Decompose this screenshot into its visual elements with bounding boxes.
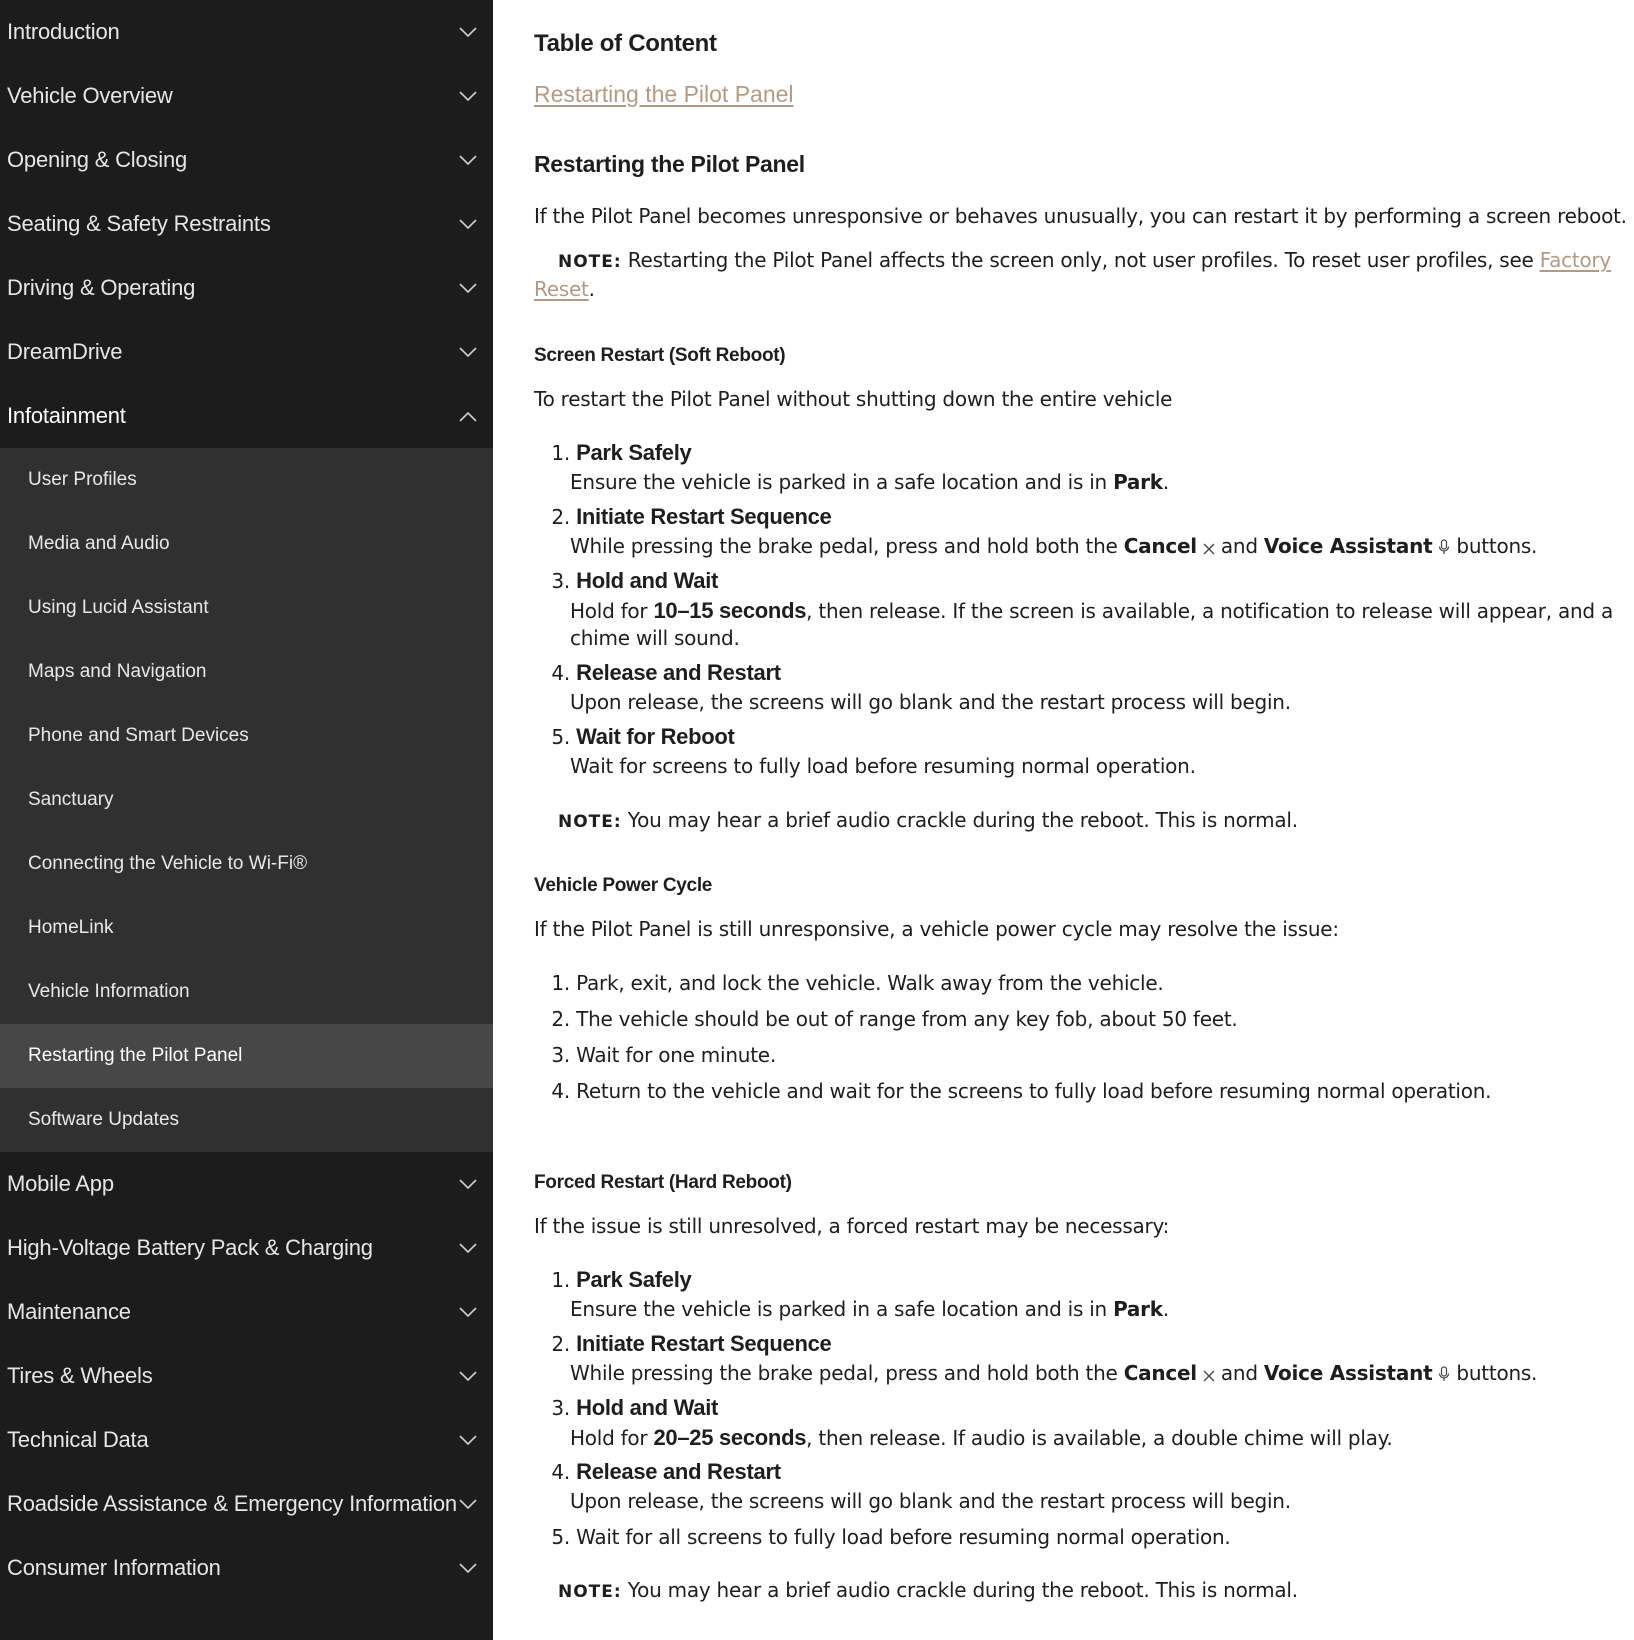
- list-item: [534, 660, 781, 686]
- nav-seating-safety[interactable]: [0, 192, 493, 256]
- step-text: Upon release, the screens will go blank and the restart process will begin.: [570, 1489, 1291, 1513]
- subnav-sanctuary[interactable]: Sanctuary: [28, 789, 114, 810]
- chevron-down-icon: [457, 85, 479, 107]
- soft-reboot-heading: Screen Restart (Soft Reboot): [534, 345, 786, 366]
- nav-label: Vehicle Overview: [7, 83, 173, 108]
- nav-consumer-information[interactable]: [0, 1536, 493, 1600]
- note-end: .: [588, 277, 595, 301]
- step-text-cont: chime will sound.: [570, 626, 740, 650]
- list-number: 4.: [551, 661, 570, 685]
- list-item: [534, 1459, 781, 1485]
- close-icon: [1203, 1363, 1215, 1387]
- step-text-part: Ensure the vehicle is parked in a safe location and is in: [570, 1297, 1114, 1321]
- subnav-lucid-assistant[interactable]: Using Lucid Assistant: [28, 597, 209, 618]
- note-profiles: [558, 248, 1611, 272]
- step-text-part: .: [1162, 1297, 1169, 1321]
- step-text: Wait for one minute.: [576, 1043, 776, 1067]
- list-item: [534, 1267, 691, 1293]
- list-number: 3.: [551, 1396, 570, 1420]
- list-item: [534, 1007, 1238, 1031]
- nav-label: Consumer Information: [7, 1555, 221, 1580]
- step-title: Release and Restart: [576, 1459, 781, 1484]
- nav-maintenance[interactable]: [0, 1280, 493, 1344]
- step-title: Release and Restart: [576, 660, 781, 685]
- note-crackle: [558, 1578, 1298, 1602]
- list-number: 1.: [551, 441, 570, 465]
- chevron-down-icon: [457, 1301, 479, 1323]
- step-text: Wait for screens to fully load before resuming normal operation.: [570, 754, 1196, 778]
- voice-assistant-label: Voice Assistant: [1263, 1361, 1433, 1385]
- sidebar-nav: [0, 0, 493, 1640]
- nav-technical-data[interactable]: [0, 1408, 493, 1472]
- step-text: [570, 1361, 1537, 1387]
- list-item: [534, 504, 831, 530]
- list-item: [534, 1043, 776, 1067]
- step-text: Return to the vehicle and wait for the screens to fully load before resuming normal operation.: [576, 1079, 1492, 1103]
- step-title: Initiate Restart Sequence: [576, 504, 832, 529]
- step-text-part: Hold for: [570, 599, 654, 623]
- nav-mobile-app[interactable]: [0, 1152, 493, 1216]
- hard-reboot-heading: Forced Restart (Hard Reboot): [534, 1172, 792, 1193]
- nav-label: Introduction: [7, 19, 120, 44]
- list-item: [534, 1331, 831, 1357]
- step-text: [570, 534, 1537, 560]
- list-number: 1.: [551, 971, 570, 995]
- list-number: 5.: [551, 725, 570, 749]
- step-text: The vehicle should be out of range from any key fob, about 50 feet.: [576, 1007, 1238, 1031]
- duration-label: 20–25 seconds: [653, 1425, 807, 1450]
- step-text-part: While pressing the brake pedal, press and hold both the: [570, 534, 1124, 558]
- close-icon: [1203, 536, 1215, 560]
- voice-assistant-label: Voice Assistant: [1263, 534, 1433, 558]
- subnav-media-audio[interactable]: Media and Audio: [28, 533, 170, 554]
- factory-reset-link[interactable]: Factory: [1539, 248, 1611, 272]
- step-title: Wait for Reboot: [576, 724, 735, 749]
- subnav-user-profiles[interactable]: User Profiles: [28, 469, 137, 490]
- factory-reset-link-cont[interactable]: Reset: [534, 277, 589, 301]
- step-text-part: , then release. If audio is available, a double chime will play.: [806, 1426, 1393, 1450]
- list-item: [534, 440, 691, 466]
- note-label: NOTE:: [558, 252, 622, 272]
- nav-label: Infotainment: [7, 403, 126, 428]
- list-item: [534, 568, 718, 594]
- nav-introduction[interactable]: [0, 0, 493, 64]
- step-text-part: and: [1220, 1361, 1264, 1385]
- intro-paragraph: If the Pilot Panel becomes unresponsive or behaves unusually, you can restart it by performing a screen reboot.: [534, 204, 1627, 228]
- list-number: 4.: [551, 1460, 570, 1484]
- page-title: Restarting the Pilot Panel: [534, 151, 805, 177]
- park-label: Park: [1113, 1297, 1163, 1321]
- nav-label: Driving & Operating: [7, 275, 196, 300]
- nav-roadside-emergency[interactable]: [0, 1472, 493, 1536]
- chevron-down-icon: [457, 213, 479, 235]
- note-profiles-cont: [534, 277, 595, 301]
- cancel-label: Cancel: [1123, 534, 1197, 558]
- nav-tires-wheels[interactable]: [0, 1344, 493, 1408]
- duration-label: 10–15 seconds: [653, 598, 807, 623]
- chevron-down-icon: [457, 1493, 479, 1515]
- chevron-down-icon: [457, 1237, 479, 1259]
- microphone-icon: [1438, 1363, 1450, 1387]
- subnav-software-updates[interactable]: Software Updates: [28, 1109, 180, 1130]
- step-text: [570, 470, 1169, 494]
- list-item: [534, 971, 1164, 995]
- step-text: [570, 1297, 1169, 1321]
- list-item: [534, 724, 735, 750]
- article-content: [534, 0, 1627, 1640]
- step-title: Initiate Restart Sequence: [576, 1331, 832, 1356]
- step-text-part: buttons.: [1456, 1361, 1538, 1385]
- subnav-vehicle-information[interactable]: Vehicle Information: [28, 981, 190, 1002]
- list-item: [534, 1525, 1231, 1549]
- step-text-part: buttons.: [1456, 534, 1538, 558]
- toc-link-restarting[interactable]: Restarting the Pilot Panel: [534, 81, 794, 107]
- infotainment-subnav: [0, 448, 493, 1152]
- step-text-part: Ensure the vehicle is parked in a safe location and is in: [570, 470, 1114, 494]
- power-cycle-heading: Vehicle Power Cycle: [534, 875, 713, 896]
- chevron-up-icon: [457, 405, 479, 427]
- microphone-icon: [1438, 536, 1450, 560]
- step-text: [570, 1425, 1393, 1451]
- list-number: 3.: [551, 1043, 570, 1067]
- chevron-down-icon: [457, 1557, 479, 1579]
- step-text-part: While pressing the brake pedal, press and hold both the: [570, 1361, 1124, 1385]
- hard-reboot-intro: If the issue is still unresolved, a forced restart may be necessary:: [534, 1214, 1170, 1238]
- step-text: [570, 598, 1613, 624]
- nav-opening-closing[interactable]: [0, 128, 493, 192]
- list-number: 5.: [551, 1525, 570, 1549]
- toc-title: Table of Content: [534, 30, 717, 57]
- park-label: Park: [1113, 470, 1163, 494]
- chevron-down-icon: [457, 21, 479, 43]
- subnav-wifi[interactable]: Connecting the Vehicle to Wi-Fi®: [28, 853, 308, 874]
- step-text: Park, exit, and lock the vehicle. Walk away from the vehicle.: [576, 971, 1164, 995]
- nav-label: Opening & Closing: [7, 147, 188, 172]
- nav-label: DreamDrive: [7, 339, 123, 364]
- list-number: 1.: [551, 1268, 570, 1292]
- note-crackle: [558, 808, 1298, 832]
- nav-driving-operating[interactable]: [0, 256, 493, 320]
- step-title: Park Safely: [576, 440, 692, 465]
- step-text: Upon release, the screens will go blank and the restart process will begin.: [570, 690, 1291, 714]
- step-title: Park Safely: [576, 1267, 692, 1292]
- list-item: [534, 1079, 1491, 1103]
- note-text: Restarting the Pilot Panel affects the screen only, not user profiles. To reset user profiles, see: [621, 248, 1540, 272]
- nav-label: Technical Data: [7, 1427, 149, 1452]
- subnav-maps-navigation[interactable]: Maps and Navigation: [28, 661, 207, 682]
- chevron-down-icon: [457, 277, 479, 299]
- list-number: 4.: [551, 1079, 570, 1103]
- list-item: [534, 1395, 718, 1421]
- list-number: 3.: [551, 569, 570, 593]
- chevron-down-icon: [457, 149, 479, 171]
- list-number: 2.: [551, 505, 570, 529]
- soft-reboot-intro: To restart the Pilot Panel without shutting down the entire vehicle: [534, 387, 1173, 411]
- chevron-down-icon: [457, 1365, 479, 1387]
- nav-label: Maintenance: [7, 1299, 131, 1324]
- chevron-down-icon: [457, 341, 479, 363]
- step-text-part: .: [1162, 470, 1169, 494]
- cancel-label: Cancel: [1123, 1361, 1197, 1385]
- power-cycle-intro: If the Pilot Panel is still unresponsive, a vehicle power cycle may resolve the issue:: [534, 917, 1339, 941]
- note-label: NOTE:: [558, 812, 622, 832]
- subnav-phone-devices[interactable]: Phone and Smart Devices: [28, 725, 249, 746]
- nav-label: Mobile App: [7, 1171, 114, 1196]
- nav-dreamdrive[interactable]: [0, 320, 493, 384]
- subnav-homelink[interactable]: HomeLink: [28, 917, 114, 938]
- note-label: NOTE:: [558, 1582, 622, 1602]
- step-text-part: , then release. If the screen is available, a notification to release will appear, and a: [806, 599, 1613, 623]
- chevron-down-icon: [457, 1429, 479, 1451]
- nav-infotainment[interactable]: [0, 384, 493, 448]
- note-text: You may hear a brief audio crackle during the reboot. This is normal.: [621, 808, 1298, 832]
- subnav-restarting-pilot-panel[interactable]: Restarting the Pilot Panel: [0, 1024, 493, 1088]
- nav-label: Seating & Safety Restraints: [7, 211, 271, 236]
- chevron-down-icon: [457, 1173, 479, 1195]
- list-number: 2.: [551, 1332, 570, 1356]
- step-title: Hold and Wait: [576, 568, 719, 593]
- step-text: Wait for all screens to fully load before resuming normal operation.: [576, 1525, 1231, 1549]
- nav-label: Roadside Assistance & Emergency Information: [7, 1491, 457, 1516]
- nav-label: High-Voltage Battery Pack & Charging: [7, 1235, 373, 1260]
- list-number: 2.: [551, 1007, 570, 1031]
- step-text-part: and: [1220, 534, 1264, 558]
- note-text: You may hear a brief audio crackle during the reboot. This is normal.: [621, 1578, 1298, 1602]
- nav-battery-charging[interactable]: [0, 1216, 493, 1280]
- step-title: Hold and Wait: [576, 1395, 719, 1420]
- step-text-part: Hold for: [570, 1426, 654, 1450]
- nav-label: Tires & Wheels: [7, 1363, 153, 1388]
- nav-vehicle-overview[interactable]: [0, 64, 493, 128]
